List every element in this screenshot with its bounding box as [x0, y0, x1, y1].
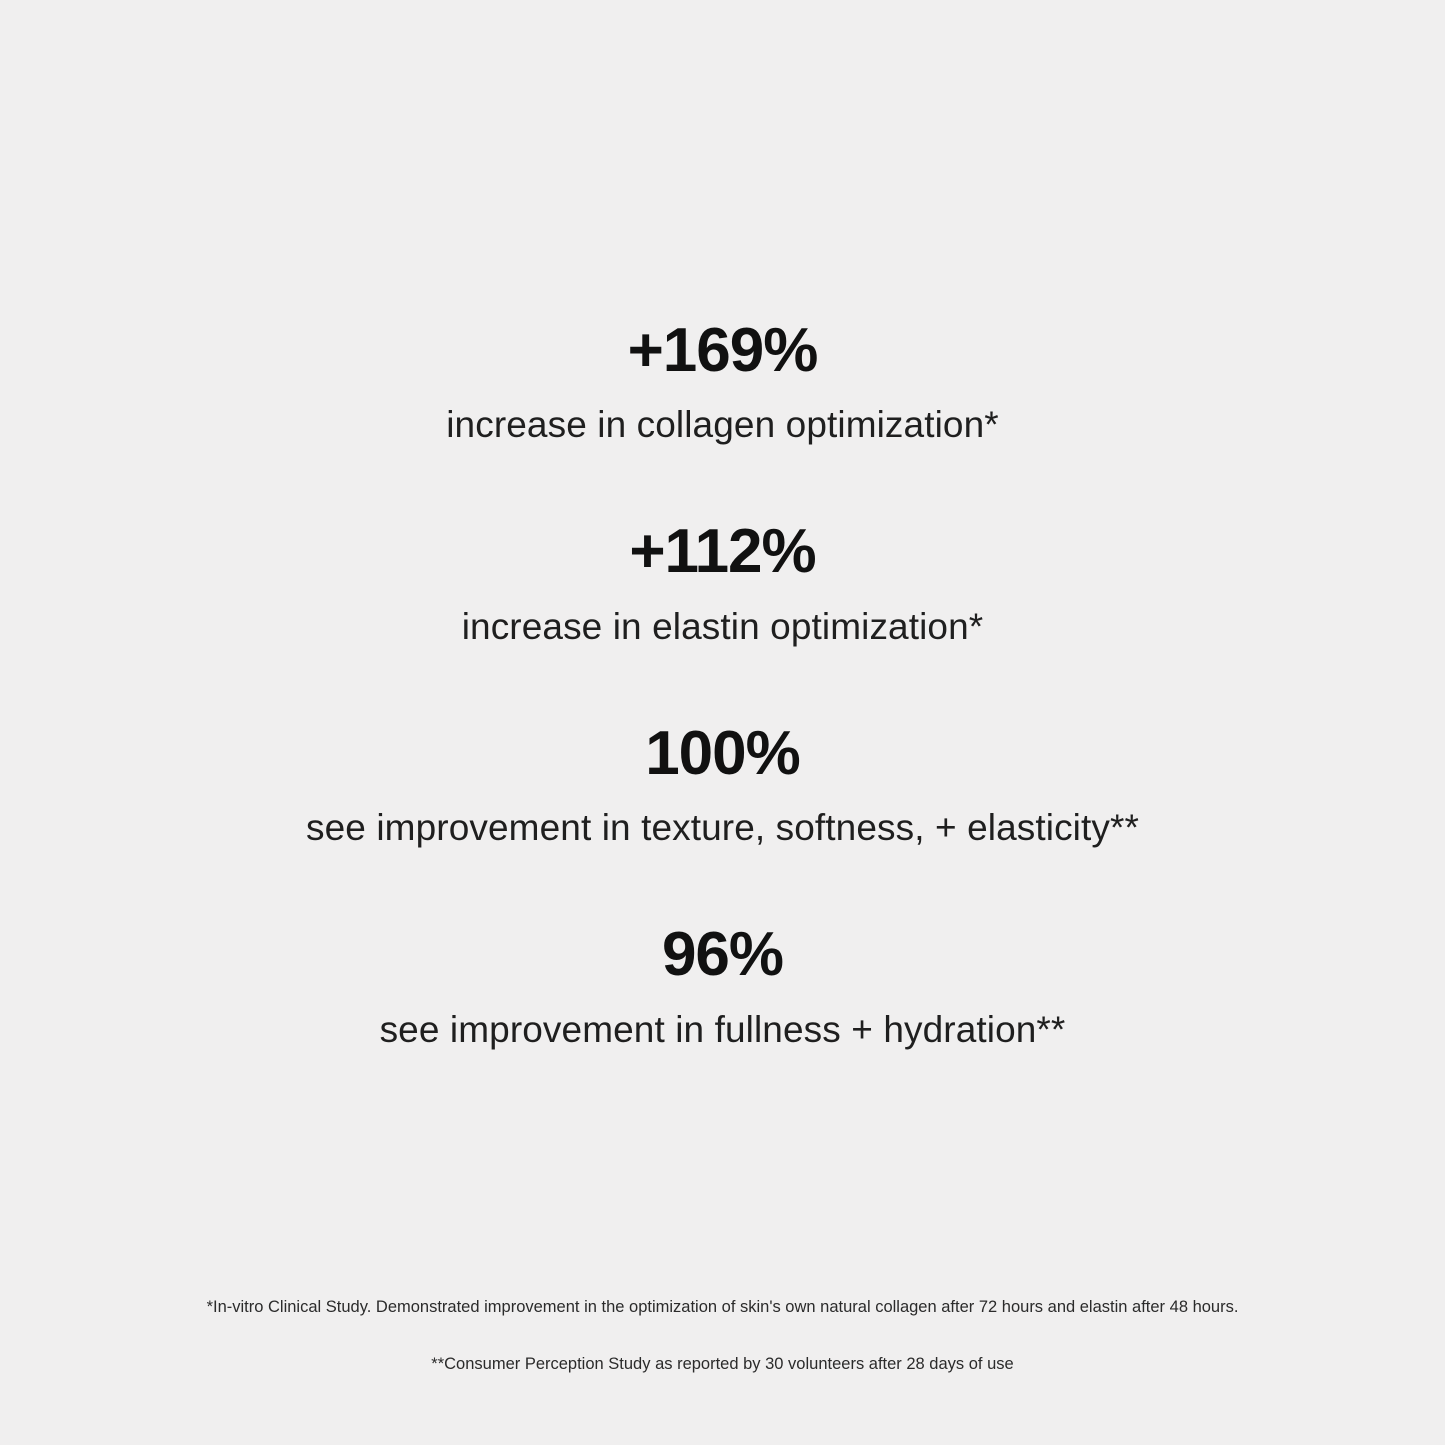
footnote-consumer-study: **Consumer Perception Study as reported by 30 volunteers after 28 days of use	[431, 1354, 1014, 1373]
stat-item	[446, 318, 999, 447]
stat-label: see improvement in texture, softness, + elasticity**	[306, 807, 1139, 849]
stat-label: increase in elastin optimization*	[461, 605, 984, 647]
stats-list	[0, 318, 1445, 1052]
stat-item	[380, 922, 1066, 1051]
stat-value: +169%	[627, 316, 818, 385]
stat-item	[462, 519, 984, 648]
footnotes	[0, 1295, 1445, 1377]
stat-value: 96%	[661, 920, 784, 990]
stat-item	[306, 718, 1139, 850]
stat-label: see improvement in fullness + hydration**	[379, 1008, 1066, 1050]
stat-value: 100%	[645, 718, 800, 788]
footnote-clinical-study: *In-vitro Clinical Study. Demonstrated improvement in the optimization of skin's own natural collagen after 72 hours and elastin after 48 hours.	[206, 1298, 1239, 1316]
stat-value: +112%	[629, 517, 816, 587]
stat-label: increase in collagen optimization*	[446, 404, 999, 446]
